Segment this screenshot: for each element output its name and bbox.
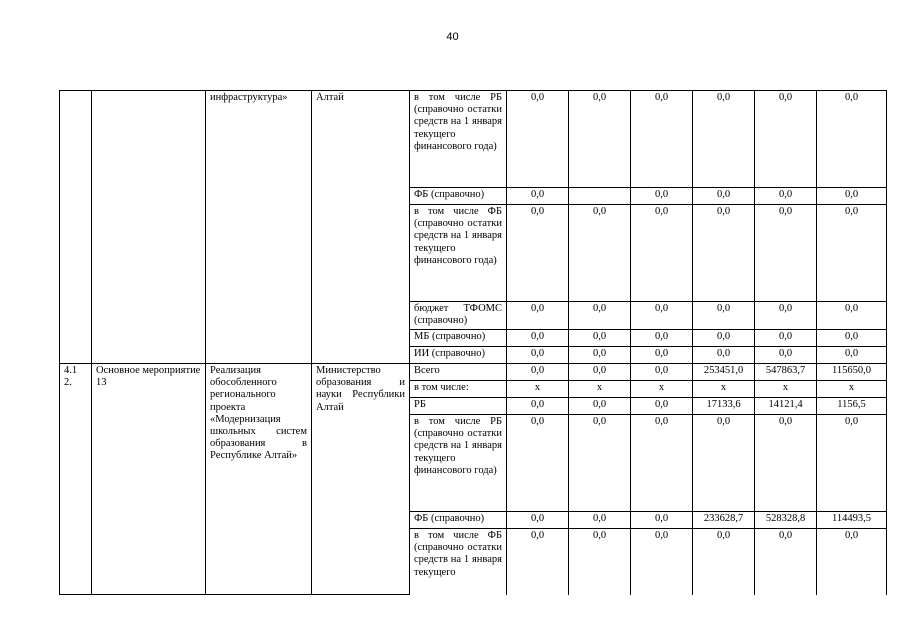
source-cell: ИИ (справочно) [410, 347, 507, 364]
value-cell: 253451,0 [693, 364, 755, 381]
value-cell: 0,0 [569, 512, 631, 529]
source-cell: ФБ (справочно) [410, 512, 507, 529]
value-cell: 114493,5 [817, 512, 887, 529]
value-cell: 0,0 [631, 347, 693, 364]
value-cell: 0,0 [755, 415, 817, 512]
value-cell: 0,0 [693, 91, 755, 188]
value-cell: 0,0 [817, 347, 887, 364]
value-cell: 0,0 [569, 415, 631, 512]
name-cell: Основное мероприятие 13 [92, 364, 206, 595]
value-cell: х [631, 381, 693, 398]
project-cell: инфраструктура» [206, 91, 312, 364]
value-cell: 0,0 [569, 529, 631, 595]
value-cell: 0,0 [755, 347, 817, 364]
value-cell: 0,0 [507, 512, 569, 529]
source-cell: в том числе ФБ (справочно остатки средств на 1 января текущего [410, 529, 507, 595]
name-cell [92, 91, 206, 364]
value-cell: х [755, 381, 817, 398]
source-cell: в том числе ФБ (справочно остатки средств на 1 января текущего финансового года) [410, 205, 507, 302]
value-cell: 0,0 [507, 302, 569, 330]
project-cell: Реализация обособленного регионального проекта «Модернизация школьных систем образования в Республике Алтай» [206, 364, 312, 595]
executor-cell: Алтай [312, 91, 410, 364]
value-cell: 0,0 [755, 302, 817, 330]
code-cell: 4.1 2. [60, 364, 92, 595]
value-cell: 0,0 [569, 205, 631, 302]
value-cell: 0,0 [631, 529, 693, 595]
value-cell: 0,0 [507, 330, 569, 347]
value-cell: 0,0 [755, 529, 817, 595]
value-cell: х [569, 381, 631, 398]
value-cell: 0,0 [693, 302, 755, 330]
source-cell: в том числе: [410, 381, 507, 398]
value-cell: 0,0 [693, 188, 755, 205]
value-cell: 0,0 [507, 364, 569, 381]
value-cell: 0,0 [507, 529, 569, 595]
value-cell: 0,0 [569, 347, 631, 364]
value-cell: 0,0 [817, 529, 887, 595]
value-cell: 17133,6 [693, 398, 755, 415]
value-cell: 0,0 [755, 91, 817, 188]
source-cell: МБ (справочно) [410, 330, 507, 347]
table-row [60, 91, 887, 188]
value-cell: 0,0 [631, 330, 693, 347]
value-cell: 0,0 [631, 512, 693, 529]
value-cell: 0,0 [507, 91, 569, 188]
value-cell: 547863,7 [755, 364, 817, 381]
value-cell: 0,0 [631, 188, 693, 205]
value-cell: 0,0 [631, 91, 693, 188]
value-cell: 0,0 [507, 188, 569, 205]
value-cell [569, 188, 631, 205]
value-cell: 0,0 [693, 415, 755, 512]
value-cell: 0,0 [631, 398, 693, 415]
value-cell: 0,0 [569, 330, 631, 347]
source-cell: РБ [410, 398, 507, 415]
value-cell: 0,0 [817, 415, 887, 512]
value-cell: 0,0 [817, 91, 887, 188]
value-cell: 0,0 [631, 364, 693, 381]
value-cell: х [507, 381, 569, 398]
value-cell: 0,0 [817, 205, 887, 302]
value-cell: 1156,5 [817, 398, 887, 415]
value-cell: х [817, 381, 887, 398]
value-cell: 14121,4 [755, 398, 817, 415]
value-cell: 0,0 [755, 188, 817, 205]
source-cell: Всего [410, 364, 507, 381]
source-cell: в том числе РБ (справочно остатки средств на 1 января текущего финансового года) [410, 415, 507, 512]
value-cell: 528328,8 [755, 512, 817, 529]
value-cell: х [693, 381, 755, 398]
value-cell: 0,0 [817, 302, 887, 330]
value-cell: 0,0 [569, 398, 631, 415]
value-cell: 0,0 [693, 529, 755, 595]
value-cell: 0,0 [569, 91, 631, 188]
value-cell: 0,0 [507, 415, 569, 512]
value-cell: 0,0 [817, 188, 887, 205]
page-number: 40 [446, 31, 459, 43]
value-cell: 0,0 [693, 347, 755, 364]
value-cell: 0,0 [507, 205, 569, 302]
code-cell [60, 91, 92, 364]
value-cell: 0,0 [693, 330, 755, 347]
value-cell: 0,0 [631, 415, 693, 512]
value-cell: 0,0 [631, 302, 693, 330]
value-cell: 0,0 [755, 205, 817, 302]
source-cell: в том числе РБ (справочно остатки средств на 1 января текущего финансового года) [410, 91, 507, 188]
value-cell: 0,0 [817, 330, 887, 347]
source-cell: ФБ (справочно) [410, 188, 507, 205]
value-cell: 0,0 [755, 330, 817, 347]
budget-table [59, 90, 887, 595]
value-cell: 0,0 [507, 347, 569, 364]
source-cell: бюджет ТФОМС (справочно) [410, 302, 507, 330]
value-cell: 0,0 [507, 398, 569, 415]
value-cell: 0,0 [693, 205, 755, 302]
table-row [60, 364, 887, 381]
executor-cell: Министерство образования и науки Республики Алтай [312, 364, 410, 595]
value-cell: 0,0 [569, 364, 631, 381]
value-cell: 0,0 [631, 205, 693, 302]
value-cell: 0,0 [569, 302, 631, 330]
value-cell: 233628,7 [693, 512, 755, 529]
value-cell: 115650,0 [817, 364, 887, 381]
